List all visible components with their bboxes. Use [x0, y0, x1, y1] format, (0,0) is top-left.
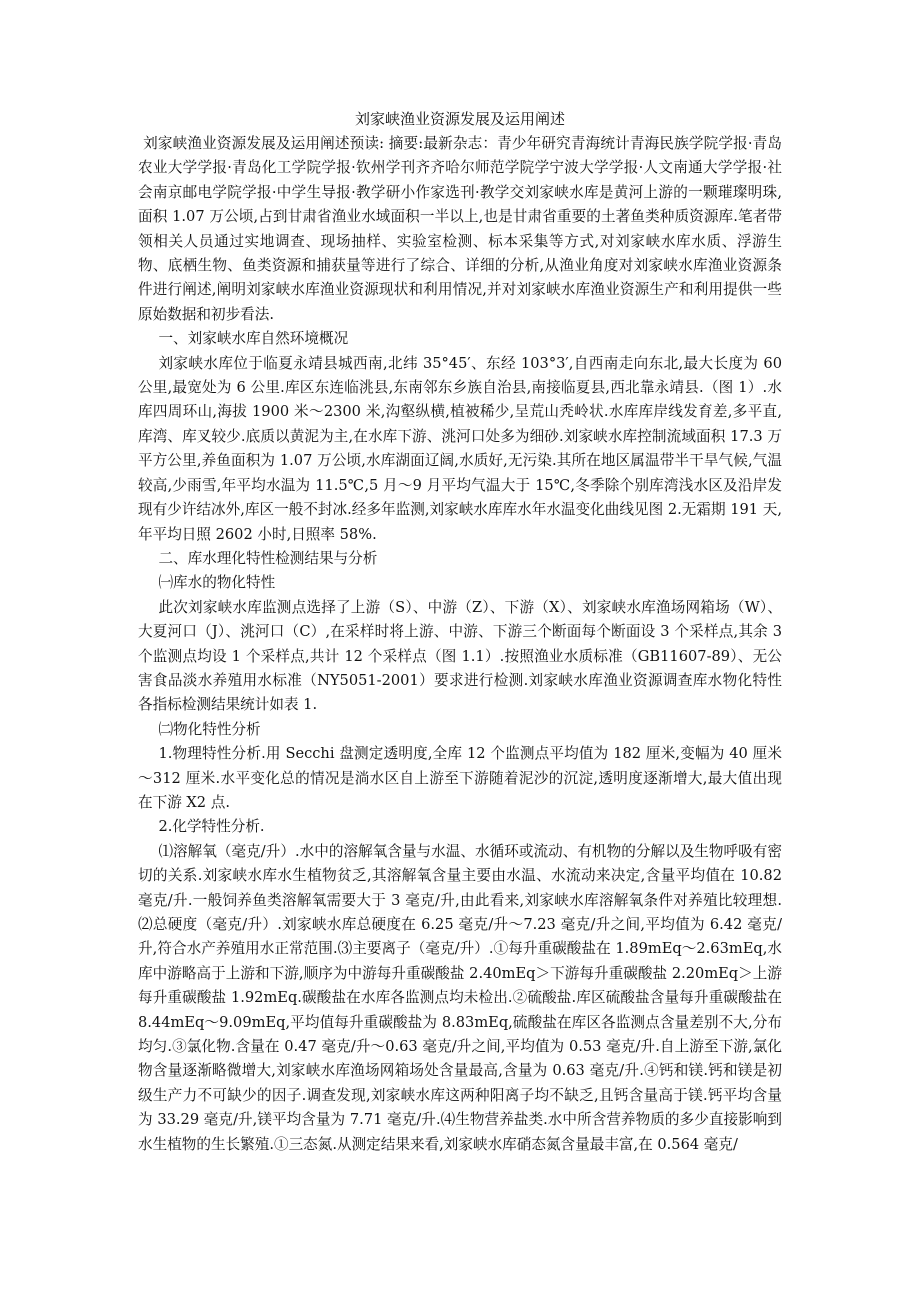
physical-analysis-paragraph: 1.物理特性分析.用 Secchi 盘测定透明度,全库 12 个监测点平均值为 182 厘米,变幅为 40 厘米～312 厘米.水平变化总的情况是淌水区自上游至下游随着泥沙的沉淀,透明度逐渐增大,最大值出现在下游 X2 点. — [138, 745, 782, 811]
document-page — [138, 108, 782, 1157]
subsection-1-paragraph: 此次刘家峡水库监测点选择了上游（S）、中游（Z）、下游（X）、刘家峡水库渔场网箱场（W）、大夏河口（J）、洮河口（C）,在采样时将上游、中游、下游三个断面每个断面设 3 个采样点,其余 3 个监测点均设 1 个采样点,共计 12 个采样点（图 1.1）.按照渔业水质标准（GB11607-89）、无公害食品淡水养殖用水标准（NY5051-2001）要求进行检测.刘家峡水库渔业资源调查库水物化特性各指标检测结果统计如表 1. — [138, 598, 782, 714]
subsection-1-heading: ㈠库水的物化特性 — [158, 574, 276, 592]
section-1-heading: 一、刘家峡水库自然环境概况 — [158, 330, 349, 348]
subsection-2-heading: ㈡物化特性分析 — [158, 720, 261, 738]
intro-paragraph: 刘家峡渔业资源发展及运用阐述预读: 摘要:最新杂志：青少年研究青海统计青海民族学院学报·青岛农业大学学报·青岛化工学院学报·钦州学刊齐齐哈尔师范学院学宁波大学学报·人文南通大学学报·社会南京邮电学院学报·中学生导报·教学研小作家选刊·教学交刘家峡水库是黄河上游的一颗璀璨明珠,面积 1.07 万公顷,占到甘肃省渔业水域面积一半以上,也是甘肃省重要的土著鱼类种质资源库.笔者带领相关人员通过实地调查、现场抽样、实验室检测、标本采集等方式,对刘家峡水库水质、浮游生物、底栖生物、鱼类资源和捕获量等进行了综合、详细的分析,从渔业角度对刘家峡水库渔业资源条件进行阐述,阐明刘家峡水库渔业资源现状和利用情况,并对刘家峡水库渔业资源生产和利用提供一些原始数据和初步看法. — [138, 135, 782, 323]
chemical-analysis-paragraph: ⑴溶解氧（毫克/升）.水中的溶解氧含量与水温、水循环或流动、有机物的分解以及生物呼吸有密切的关系.刘家峡水库水生植物贫乏,其溶解氧含量主要由水温、水流动来决定,含量平均值在 10.82 毫克/升.一般饲养鱼类溶解氧需要大于 3 毫克/升,由此看来,刘家峡水库溶解氧条件对养殖比较理想.⑵总硬度（毫克/升）.刘家峡水库总硬度在 6.25 毫克/升～7.23 毫克/升之间,平均值为 6.42 毫克/升,符合水产养殖用水正常范围.⑶主要离子（毫克/升）.①每升重碳酸盐在 1.89mEq～2.63mEq,水库中游略高于上游和下游,顺序为中游每升重碳酸盐 2.40mEq＞下游每升重碳酸盐 2.20mEq＞上游每升重碳酸盐 1.92mEq.碳酸盐在水库各监测点均未检出.②硫酸盐.库区硫酸盐含量每升重碳酸盐在 8.44mEq～9.09mEq,平均值每升重碳酸盐为 8.83mEq,硫酸盐在库区各监测点含量差别不大,分布均匀.③氯化物.含量在 0.47 毫克/升～0.63 毫克/升之间,平均值为 0.53 毫克/升.自上游至下游,氯化物含量逐渐略微增大,刘家峡水库渔场网箱场处含量最高,含量为 0.63 毫克/升.④钙和镁.钙和镁是初级生产力不可缺少的因子.调查发现,刘家峡水库这两种阳离子均不缺乏,且钙含量高于镁.钙平均含量为 33.29 毫克/升,镁平均含量为 7.71 毫克/升.⑷生物营养盐类.水中所含营养物质的多少直接影响到水生植物的生长繁殖.①三态氮.从测定结果来看,刘家峡水库硝态氮含量最丰富,在 0.564 毫克/ — [138, 842, 782, 1153]
chemical-analysis-heading: 2.化学特性分析. — [158, 818, 265, 836]
section-1-paragraph: 刘家峡水库位于临夏永靖县城西南,北纬 35°45′、东经 103°3′,自西南走向东北,最大长度为 60 公里,最宽处为 6 公里.库区东连临洮县,东南邻东乡族自治县,南接临夏县,西北靠永靖县.（图 1）.水库四周环山,海拔 1900 米～2300 米,沟壑纵横,植被稀少,呈荒山秃岭状.水库库岸线发育差,多平直,库湾、库叉较少.底质以黄泥为主,在水库下游、洮河口处多为细砂.刘家峡水库控制流域面积 17.3 万平方公里,养鱼面积为 1.07 万公顷,水库湖面辽阔,水质好,无污染.其所在地区属温带半干旱气候,气温较高,少雨雪,年平均水温为 11.5℃,5 月～9 月平均气温大于 15℃,冬季除个别库湾浅水区及沿岸发现有少许结冰外,库区一般不封冰.经多年监测,刘家峡水库库水年水温变化曲线见图 2.无霜期 191 天,年平均日照 2602 小时,日照率 58%. — [138, 354, 782, 543]
document-title: 刘家峡渔业资源发展及运用阐述 — [354, 110, 565, 128]
section-2-heading: 二、库水理化特性检测结果与分析 — [158, 549, 378, 567]
